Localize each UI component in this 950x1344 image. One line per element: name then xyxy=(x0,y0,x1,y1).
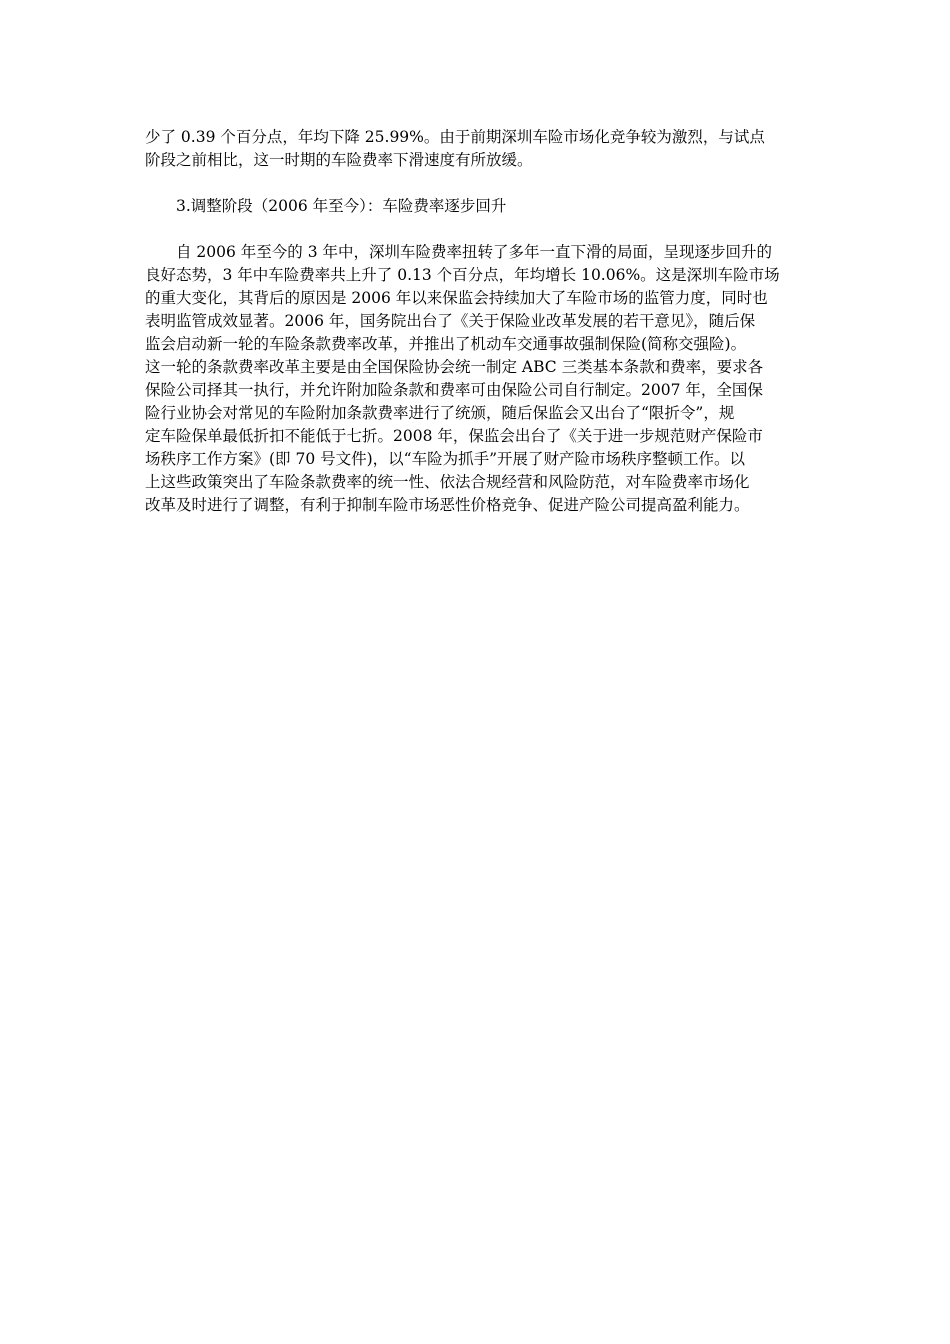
paragraph-adjustment-stage xyxy=(145,241,805,517)
text-line: 场秩序工作方案》(即 70 号文件)，以“车险为抓手”开展了财产险市场秩序整顿工作。以 xyxy=(145,450,746,468)
text-line: 上这些政策突出了车险条款费率的统一性、依法合规经营和风险防范，对车险费率市场化 xyxy=(145,473,750,491)
text-line: 阶段之前相比，这一时期的车险费率下滑速度有所放缓。 xyxy=(145,151,533,169)
text-line: 这一轮的条款费率改革主要是由全国保险协会统一制定 ABC 三类基本条款和费率，要求各 xyxy=(145,358,764,376)
paragraph-rate-decline xyxy=(145,126,805,172)
paragraph-spacer xyxy=(145,172,805,195)
text-line: 定车险保单最低折扣不能低于七折。2008 年，保监会出台了《关于进一步规范财产保险市 xyxy=(145,427,763,445)
text-line: 自 2006 年至今的 3 年中，深圳车险费率扭转了多年一直下滑的局面，呈现逐步回升的 xyxy=(176,243,773,261)
text-line: 险行业协会对常见的车险附加条款费率进行了统颁，随后保监会又出台了“限折令”，规 xyxy=(145,404,735,422)
text-line: 保险公司择其一执行，并允许附加险条款和费率可由保险公司自行制定。2007 年，全国保 xyxy=(145,381,763,399)
text-line: 监会启动新一轮的车险条款费率改革，并推出了机动车交通事故强制保险(简称交强险)。 xyxy=(145,335,747,353)
text-line: 的重大变化，其背后的原因是 2006 年以来保监会持续加大了车险市场的监管力度，同时也 xyxy=(145,289,768,307)
text-line: 表明监管成效显著。2006 年，国务院出台了《关于保险业改革发展的若干意见》，随后保 xyxy=(145,312,756,330)
document-body xyxy=(145,126,805,517)
section-heading: 3.调整阶段（2006 年至今）：车险费率逐步回升 xyxy=(176,197,507,215)
text-line: 改革及时进行了调整，有利于抑制车险市场恶性价格竞争、促进产险公司提高盈利能力。 xyxy=(145,496,750,514)
text-line: 良好态势，3 年中车险费率共上升了 0.13 个百分点，年均增长 10.06%。这是深圳车险市场 xyxy=(145,266,780,284)
paragraph-spacer xyxy=(145,218,805,241)
text-line: 少了 0.39 个百分点，年均下降 25.99%。由于前期深圳车险市场化竞争较为激烈，与试点 xyxy=(145,128,765,146)
